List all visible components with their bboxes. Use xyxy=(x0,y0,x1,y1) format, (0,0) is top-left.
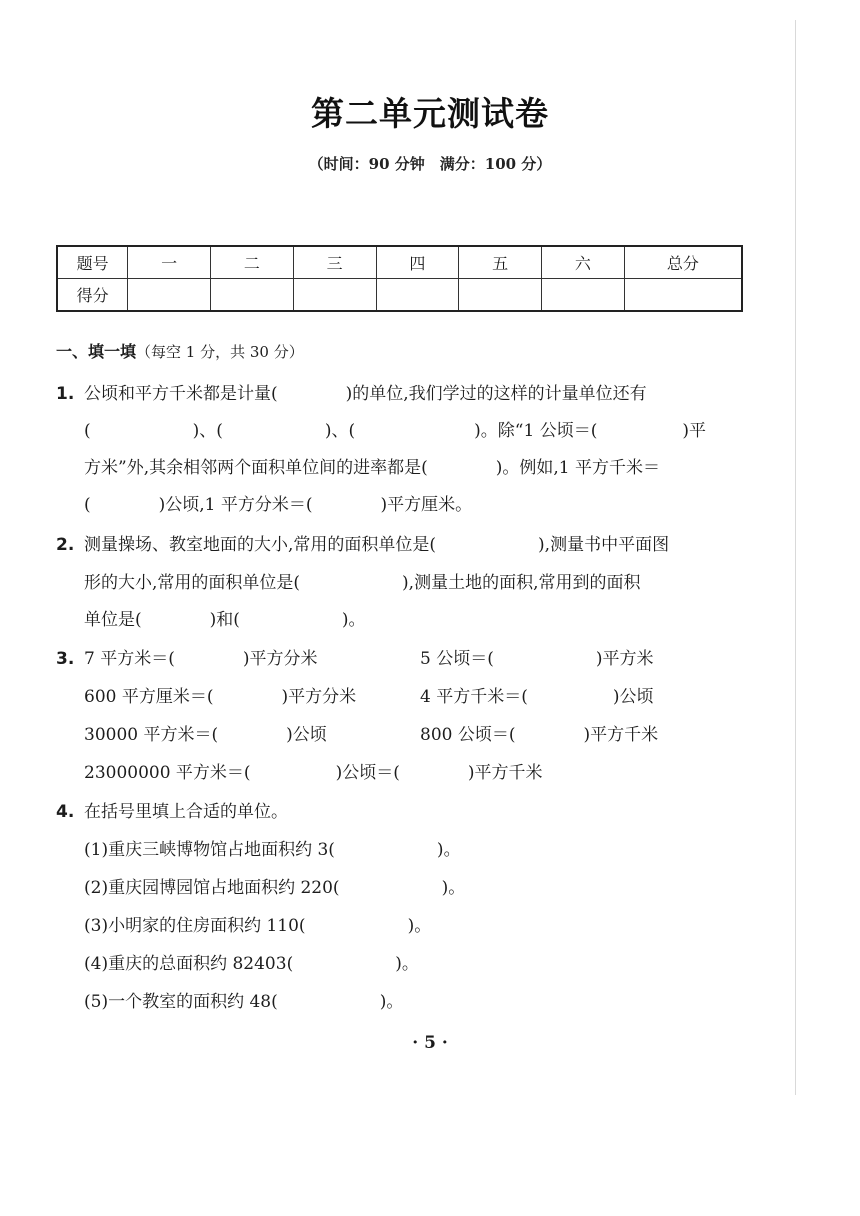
q4-item-4: (4)重庆的总面积约 82403( )。 xyxy=(84,954,419,974)
section-1-note: （每空 1 分，共 30 分） xyxy=(136,343,304,361)
q1-line-4: ( )公顷,1 平方分米＝( )平方厘米。 xyxy=(84,495,473,515)
header-cell-1: 一 xyxy=(128,246,211,279)
header-cell-4: 四 xyxy=(376,246,459,279)
score-cell[interactable] xyxy=(293,279,376,312)
q1-text-1: 公顷和平方千米都是计量( )的单位,我们学过的这样的计量单位还有 xyxy=(84,384,647,404)
score-table-header-row xyxy=(57,246,742,279)
q2-text-1: 测量操场、教室地面的大小,常用的面积单位是( ),测量书中平面图 xyxy=(84,535,670,555)
q4-item-2: (2)重庆园博园馆占地面积约 220( )。 xyxy=(84,878,466,898)
q3-text-1a: 7 平方米＝( )平方分米 xyxy=(84,649,318,669)
q3-row-4: 23000000 平方米＝( )公顷＝( )平方千米 xyxy=(84,763,543,783)
row-label-score: 得分 xyxy=(57,279,128,312)
q1-number: 1. xyxy=(56,384,75,404)
exam-time-info: （时间：90 分钟 满分：100 分） xyxy=(308,155,552,173)
header-cell-3: 三 xyxy=(293,246,376,279)
q3-row-2b: 4 平方千米＝( )公顷 xyxy=(420,687,654,707)
q2-line-1 xyxy=(56,533,669,557)
header-cell-question-no: 题号 xyxy=(57,246,128,279)
score-cell[interactable] xyxy=(459,279,542,312)
page-number: · 5 · xyxy=(412,1033,448,1053)
q2-line-3: 单位是( )和( )。 xyxy=(84,610,366,630)
page-edge-line xyxy=(795,20,796,1095)
q4-number: 4. xyxy=(56,802,75,822)
q4-item-5: (5)一个教室的面积约 48( )。 xyxy=(84,992,404,1012)
q4-intro-line xyxy=(56,800,288,824)
score-table-score-row xyxy=(57,279,742,312)
q1-line-1 xyxy=(56,382,647,406)
q4-item-3: (3)小明家的住房面积约 110( )。 xyxy=(84,916,432,936)
q3-row-1b: 5 公顷＝( )平方米 xyxy=(420,649,654,669)
header-cell-5: 五 xyxy=(459,246,542,279)
q2-number: 2. xyxy=(56,535,75,555)
section-1-title: 一、填一填 xyxy=(56,342,137,361)
score-cell-total[interactable] xyxy=(624,279,742,312)
score-cell[interactable] xyxy=(128,279,211,312)
score-cell[interactable] xyxy=(376,279,459,312)
page-title: 第二单元测试卷 xyxy=(311,94,549,133)
section-1-header xyxy=(56,340,304,364)
q3-row-1a xyxy=(56,647,317,671)
header-cell-6: 六 xyxy=(542,246,625,279)
q3-number: 3. xyxy=(56,649,75,669)
score-cell[interactable] xyxy=(542,279,625,312)
q1-line-2: ( )、( )、( )。除“1 公顷＝( )平 xyxy=(84,421,706,441)
q3-row-3b: 800 公顷＝( )平方千米 xyxy=(420,725,659,745)
score-table xyxy=(56,245,743,312)
header-cell-2: 二 xyxy=(211,246,294,279)
score-cell[interactable] xyxy=(211,279,294,312)
header-cell-total: 总分 xyxy=(624,246,742,279)
q4-intro: 在括号里填上合适的单位。 xyxy=(84,802,288,822)
q2-line-2: 形的大小,常用的面积单位是( ),测量土地的面积,常用到的面积 xyxy=(84,573,641,593)
q4-item-1: (1)重庆三峡博物馆占地面积约 3( )。 xyxy=(84,840,461,860)
q3-row-3a: 30000 平方米＝( )公顷 xyxy=(84,725,327,745)
q1-line-3: 方米”外,其余相邻两个面积单位间的进率都是( )。例如,1 平方千米＝ xyxy=(84,458,660,478)
q3-row-2a: 600 平方厘米＝( )平方分米 xyxy=(84,687,357,707)
